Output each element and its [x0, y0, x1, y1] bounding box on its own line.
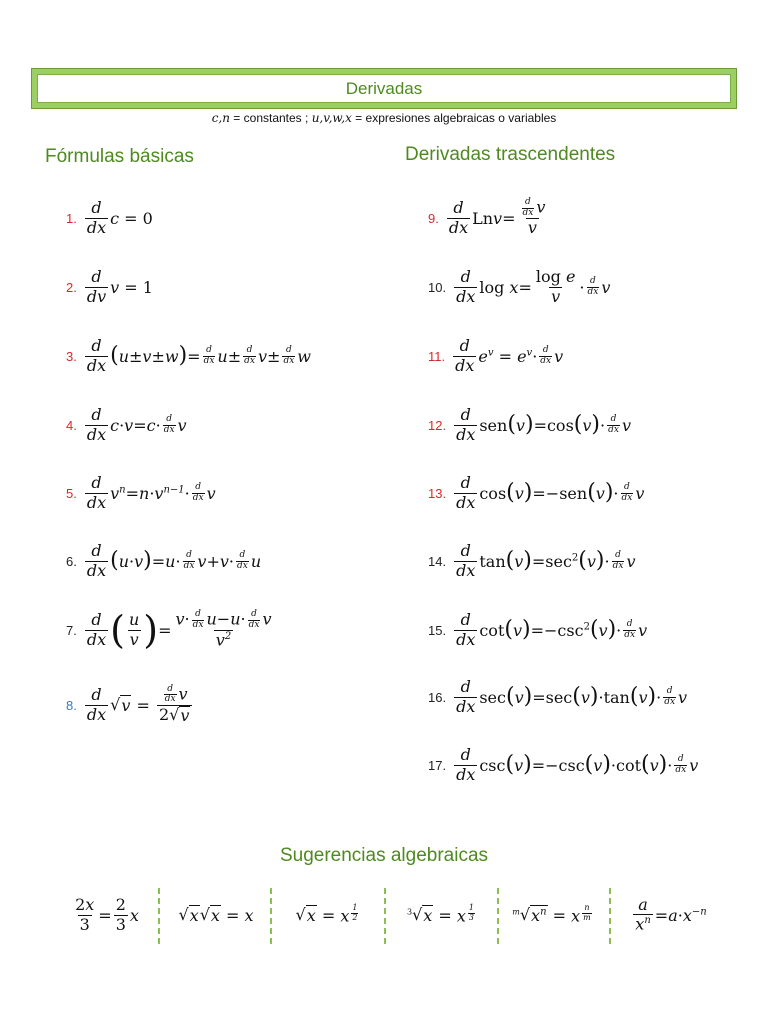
divider [609, 888, 611, 944]
formula-6: 6. d dx ( u · v ) = u · d dx v + v · d dx u [66, 541, 262, 580]
title-inner [37, 74, 731, 103]
formula-number: 15. [428, 622, 447, 638]
derivative-operator: d dx [455, 336, 475, 375]
formula-9: 9. d dx Ln v = $\frac{d}{dx}$ v v [428, 197, 546, 238]
hint-square-root: √ x = x $^{\frac{1}{2}}$ [295, 903, 358, 926]
derivative-operator: d dx [86, 610, 107, 649]
formula-number: 4. [66, 417, 77, 433]
formula-number: 3. [66, 348, 77, 364]
formula-13: 13. d dx cos ( v ) =−sen ( v ) · d dx v [428, 473, 645, 512]
derivative-operator: d dx [86, 473, 107, 512]
subtitle-constants-vars: c,n [211, 111, 230, 125]
formula-number: 5. [66, 485, 77, 501]
formula-16: 16. d dx sec ( v ) =sec ( v ) ·tan ( v ) · d dx v [428, 677, 688, 716]
formula-number: 2. [66, 279, 77, 295]
heading-basic-formulas: Fórmulas básicas [45, 146, 194, 167]
formula-number: 7. [66, 622, 77, 638]
formula-number: 13. [428, 485, 447, 501]
heading-transcendent-derivatives: Derivadas trascendentes [405, 144, 616, 165]
formula-number: 17. [428, 757, 447, 773]
formula-2: 2. d dv v = 1 [66, 267, 153, 306]
formula-15: 15. d dx cot ( v ) $=-\csc^2$ ( v ) · d dx v [428, 610, 648, 649]
derivative-operator: d dx [448, 198, 469, 237]
formula-number: 10. [428, 279, 447, 295]
formula-number: 14. [428, 553, 447, 569]
divider [158, 888, 160, 944]
derivative-operator: d dx [456, 541, 476, 580]
subtitle-definitions [0, 111, 768, 125]
hint-cube-root: $^3$ √ x = x $^{\frac{1}{3}}$ [406, 903, 475, 926]
heading-algebraic-hints: Sugerencias algebraicas [279, 845, 489, 866]
derivative-operator: d dx [456, 610, 476, 649]
divider [497, 888, 499, 944]
hint-root-product: √ x √ x = x [178, 905, 254, 925]
formula-number: 16. [428, 689, 447, 705]
derivative-operator: d dx [86, 198, 107, 237]
subtitle-constants-text: = constantes ; [229, 111, 312, 125]
formula-17: 17. d dx csc ( v ) =−csc ( v ) ·cot ( v ) · d dx v [428, 745, 699, 784]
formula-number: 8. [66, 697, 77, 713]
derivative-operator: d dx [86, 405, 107, 444]
derivative-operator: d dx [86, 336, 107, 375]
formula-8: 8. d dx √ v = $\frac{d}{dx}$ v 2 √ v [66, 680, 194, 730]
formula-1: 1. d dx c = 0 [66, 198, 153, 237]
formula-3: 3. d dx ( u ± v ± w ) = $\frac{d}{dx}$ u ± $\frac{d}{dx}$ v ± $\frac{d}{dx}$ w [66, 336, 311, 375]
derivative-operator: d dx [456, 405, 476, 444]
formula-number: 1. [66, 210, 77, 226]
derivative-operator: d dx [456, 677, 476, 716]
formula-5: 5. d dx $v^n$ = n · $v^{n-1}$ · d dx v [66, 473, 216, 512]
formula-14: 14. d dx tan ( v ) $=\sec^2$ ( v ) · d dx v [428, 541, 636, 580]
subtitle-expression-vars: u,v,w,x [311, 111, 352, 125]
derivative-operator: d dv [86, 267, 107, 306]
formula-number: 11. [428, 348, 446, 364]
derivative-operator: d dx [456, 745, 476, 784]
formula-number: 12. [428, 417, 447, 433]
subtitle-expression-text: = expresiones algebraicas o variables [351, 111, 557, 125]
formula-number: 9. [428, 210, 439, 226]
formula-7: 7. d dx ( u v ) = v· $\frac{d}{dx}$ u−u· $\frac{d}{dx}$ v $v^2$ [66, 608, 272, 652]
derivative-operator: d dx [86, 685, 107, 724]
formula-number: 6. [66, 553, 77, 569]
divider [270, 888, 272, 944]
derivative-operator: d dx [456, 267, 476, 306]
formula-11: 11. d dx $e^v$ = $e^v$ · d dx v [428, 336, 564, 375]
page-title: Derivadas [345, 78, 423, 98]
derivative-operator: d dx [456, 473, 476, 512]
formula-12: 12. d dx sen ( v ) =cos ( v ) · d dx v [428, 405, 631, 444]
hint-nth-root: $^m$ √ $x^n$ = x $^{\frac{n}{m}}$ [512, 903, 591, 926]
title-banner [31, 68, 737, 109]
derivative-operator: d dx [86, 541, 107, 580]
divider [384, 888, 386, 944]
formula-4: 4. d dx c · v = c · d dx v [66, 405, 187, 444]
hint-negative-exponent: $\frac{a}{x^n}$ = a · $x^{-n}$ [635, 894, 707, 934]
formula-10: 10. d dx log x = $\frac{\text{log e}}{v}$ · d dx v [428, 267, 611, 306]
hint-fraction: $\frac{2x}{3}$ = $\frac{2}{3}$ x [75, 895, 139, 934]
